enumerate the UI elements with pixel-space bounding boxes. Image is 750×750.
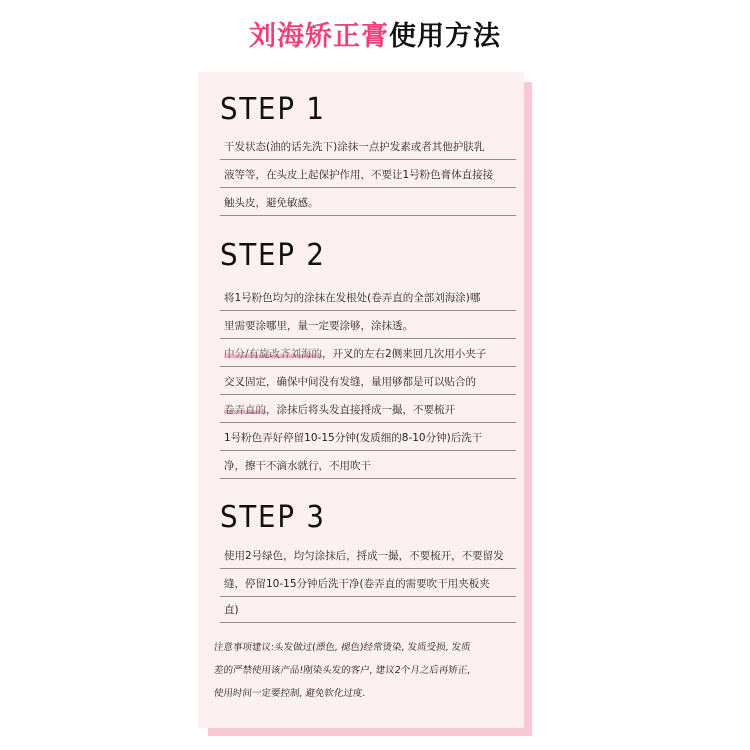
step-3-line-3 [220,598,516,623]
page-title-accent: 刘海矫正膏 [249,21,389,52]
step-1-line-3-text: 触头皮，避免敏感。 [224,197,319,209]
step-2-title: STEP 2 [220,238,326,273]
step-3-line-2 [220,572,516,597]
step-1-line-2-text: 液等等，在头皮上起保护作用，不要让1号粉色膏体直接接 [224,169,494,181]
step-1-line-2 [220,163,516,188]
step-3-line-1-text: 使用2号绿色，均匀涂抹后，捋成一撮，不要梳开，不要留发 [224,550,504,562]
page-title [0,14,750,53]
step-2-line-3 [220,342,516,367]
step-1-line-3 [220,191,516,216]
step-1-line-1-text: 干发状态(油的话先洗下)涂抹一点护发素或者其他护肤乳 [224,141,485,153]
step-2-line-5-text: ，涂抹后将头发直接捋成一撮，不要梳开 [266,404,455,416]
step-2-line-1 [220,286,516,311]
note-line-3: 使用时间一定要控制, 避免软化过度. [213,688,366,699]
step-2-line-7 [220,454,516,479]
page-title-rest: 使用方法 [389,21,501,52]
step-2-line-6-text: 1号粉色弄好停留10-15分钟(发质细的8-10分钟)后洗干 [224,432,483,444]
step-2-line-4-text: 交叉固定，确保中间没有发缝，量用够都是可以贴合的 [224,376,476,388]
highlight-bangs-part: 中分/有旋改齐刘海的 [224,348,323,360]
step-2-line-3-text: ，开叉的左右2侧来回几次用小夹子 [322,348,487,360]
step-2-line-2 [220,314,516,339]
step-3-line-2-text: 缝，停留10-15分钟后洗干净(卷弄直的需要吹干用夹板夹 [224,578,490,590]
step-1-line-1 [220,135,516,160]
step-2-line-2-text: 里需要涂哪里，量一定要涂够，涂抹透。 [224,320,413,332]
step-2-line-7-text: 净，擦干不滴水就行，不用吹干 [224,460,371,472]
step-1-title: STEP 1 [220,92,326,127]
step-2-line-4 [220,370,516,395]
step-2-line-6 [220,426,516,451]
step-2-line-1-text: 将1号粉色均匀的涂抹在发根处(卷弄直的全部刘海涂)哪 [224,292,481,304]
note-line-1: 注意事项建议:头发做过(漂色, 褪色)经常烫染, 发质受损, 发质 [213,642,472,653]
step-3-line-1 [220,544,516,569]
step-3-title: STEP 3 [220,500,326,535]
step-2-line-5 [220,398,516,423]
highlight-curly: 卷弄直的 [224,404,266,416]
step-3-line-3-text: 直) [224,604,239,616]
note-line-2: 差的严禁使用该产品!刚染头发的客户, 建议2个月之后再矫正, [213,665,471,676]
